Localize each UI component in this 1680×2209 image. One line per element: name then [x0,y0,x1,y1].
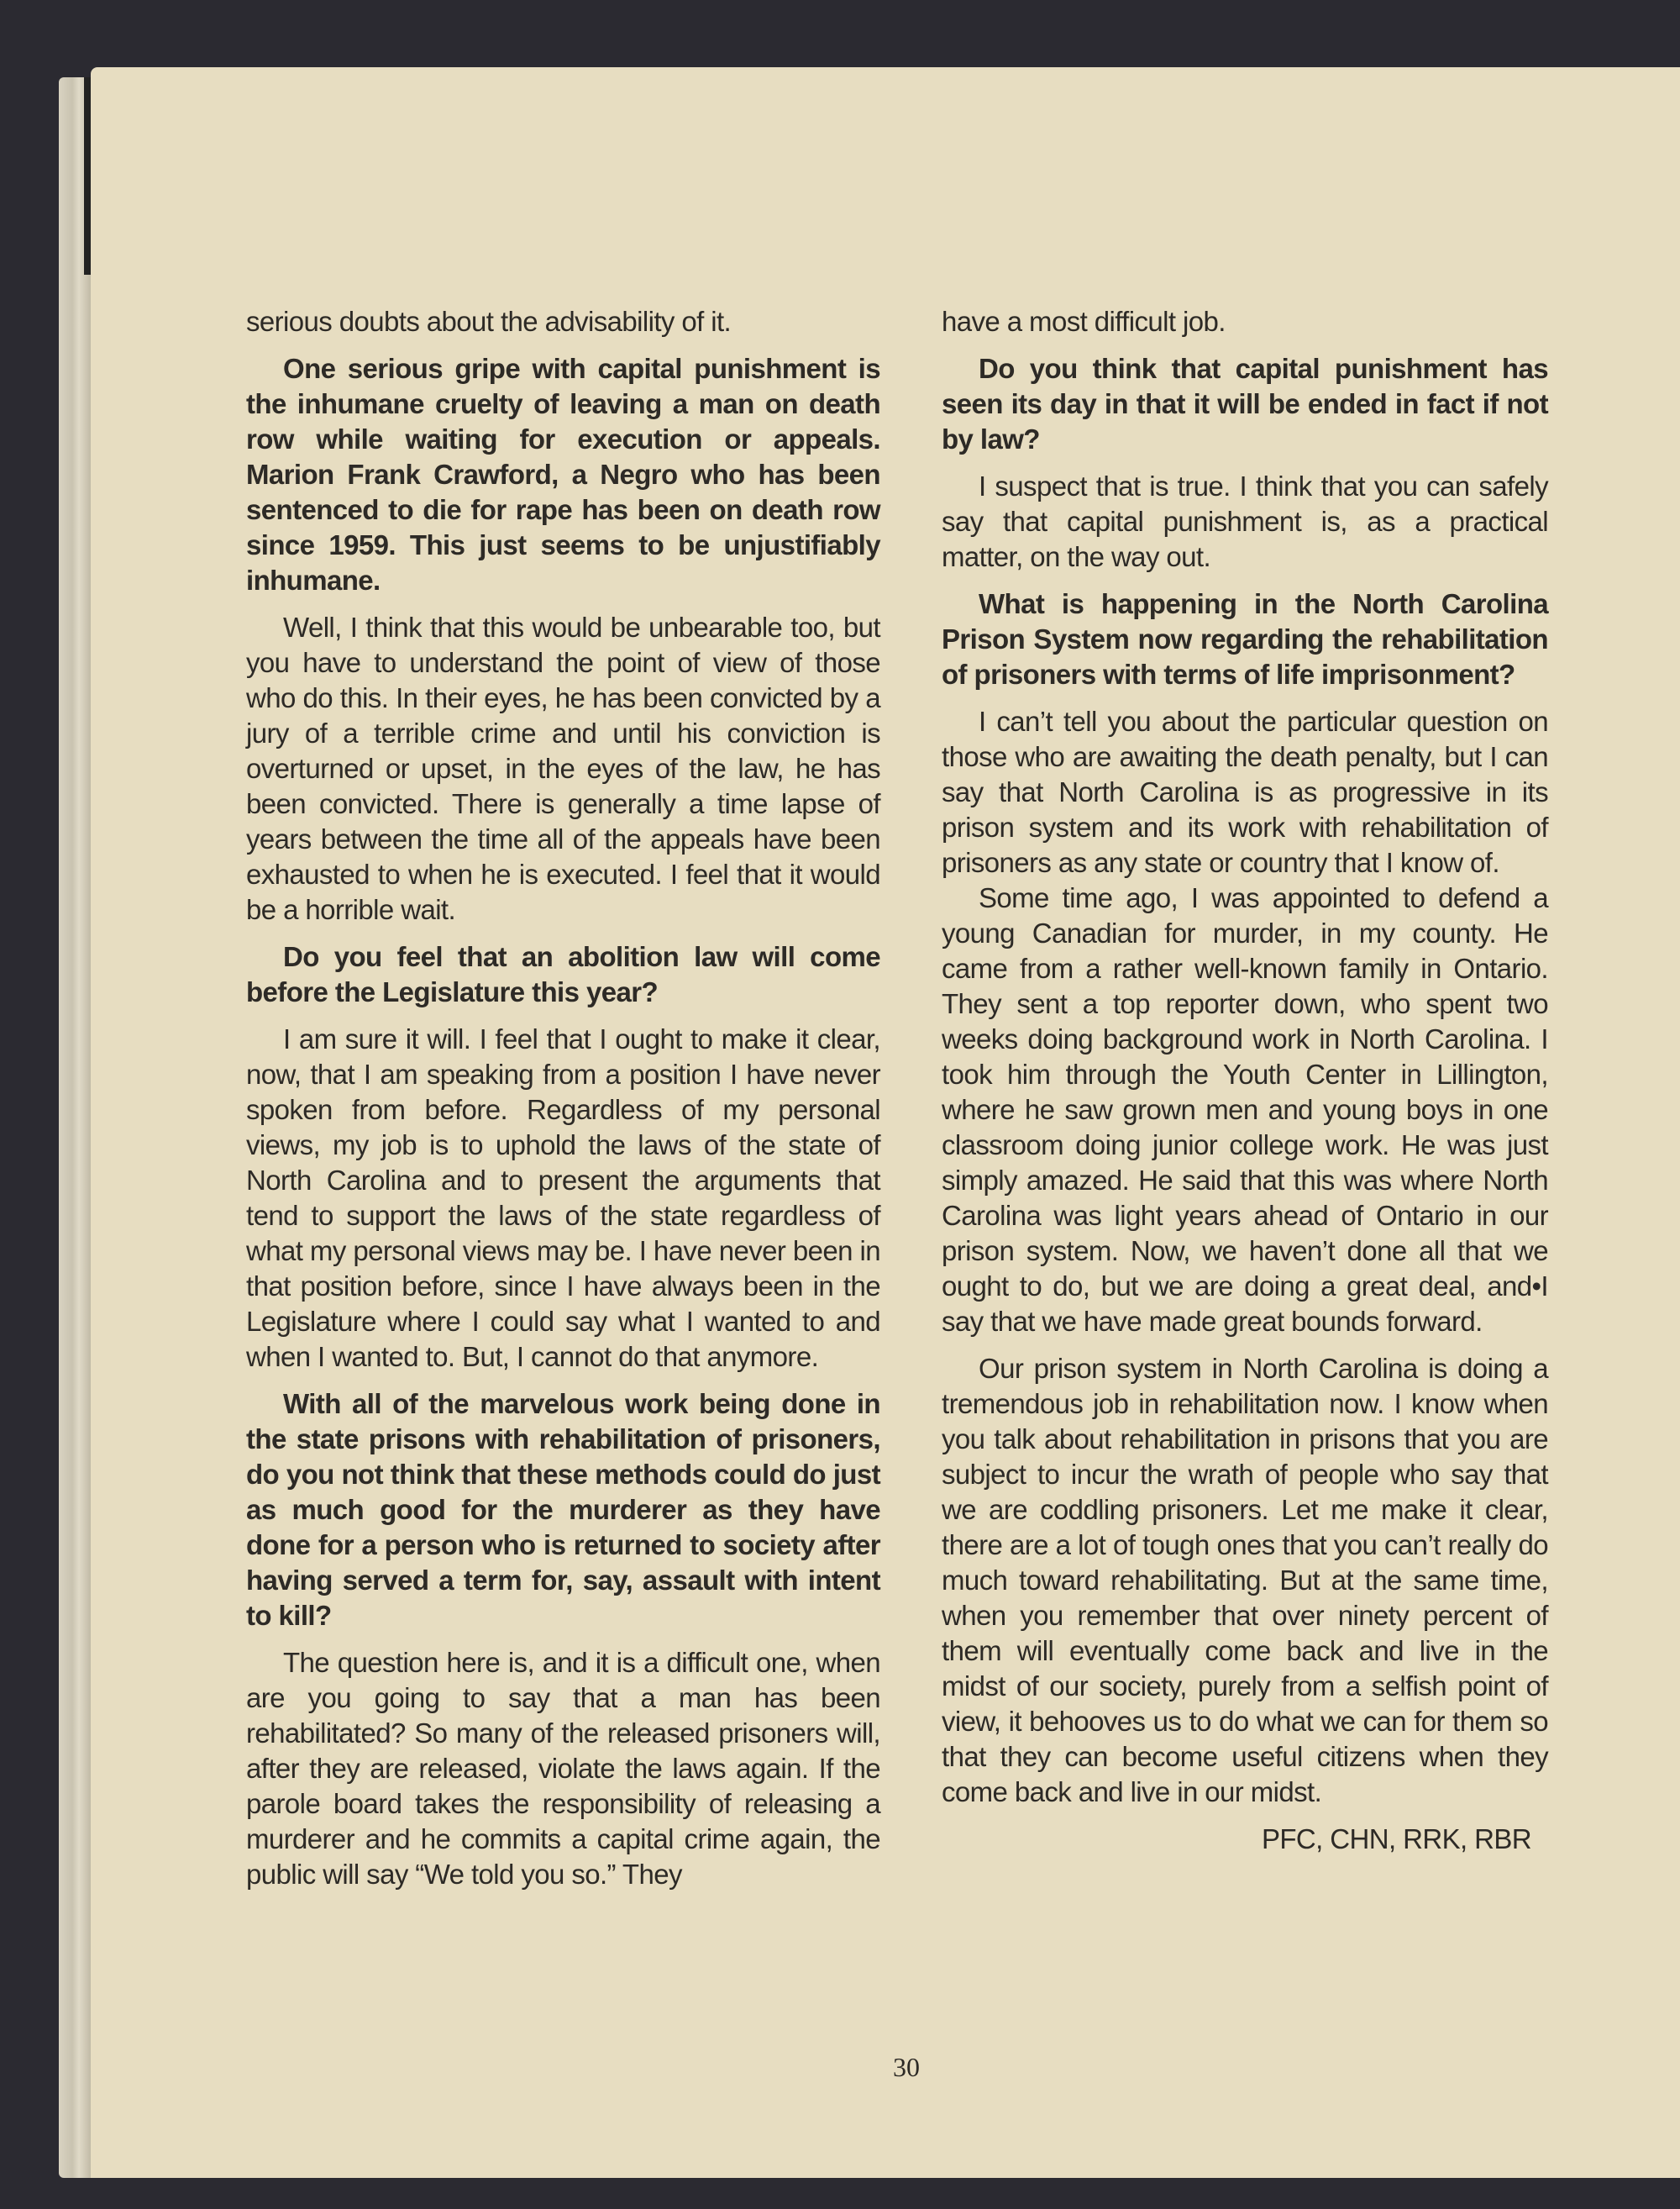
interview-question: With all of the marvelous work being done in the state prisons with rehabilitation of prisoners, do you not think that these methods could do just as much good for the murderer as they have done for a person who is returned to society after having served a term for, say, assault with intent to kill? [246,1388,880,1631]
interview-answer: I suspect that is true. I think that you can safely say that capital punishment is, as a practical matter, on the way out. [942,471,1548,572]
interview-answer: Our prison system in North Carolina is doing a tremendous job in rehabilitation now. I know when you talk about rehabilitation in prisons that you are subject to incur the wrath of people who say that we are coddling prisoners. Let me make it clear, there are a lot of tough ones that you can’t really do much toward rehabilitating. But at the same time, when you remember that over ninety percent of them will eventually come back and live in the midst of our society, purely from a selfish point of view, it behooves us to do what we can for them so that they can become useful citizens when they come back and live in our midst. [942,1353,1548,1807]
interview-answer: Well, I think that this would be unbearable too, but you have to understand the point of view of those who do this. In their eyes, he has been convicted by a jury of a terrible crime and until his conviction is overturned or upset, in the eyes of the law, he has been convicted. There is generally a time lapse of years between the time all of the appeals have been exhausted to when he is executed. I feel that it would be a horrible wait. [246,612,880,925]
interview-question: One serious gripe with capital punishment is the inhumane cruelty of leaving a man on death row while waiting for execution or appeals. Marion Frank Crawford, a Negro who has been sentenced to die for rape has been on death row since 1959. This just seems to be unjustifiably inhumane. [246,353,880,596]
document-page [91,67,1680,2178]
interview-question: Do you feel that an abolition law will come before the Legislature this year? [246,941,880,1007]
author-initials: PFC, CHN, RRK, RBR [1261,1823,1531,1854]
interview-answer: I am sure it will. I feel that I ought to make it clear, now, that I am speaking from a position I have never spoken from before. Regardless of my personal views, my job is to uphold the laws of the state of North Carolina and to present the arguments that tend to support the laws of the state regardless of what my personal views may be. I have never been in that position before, since I have always been in the Legislature where I could say what I wanted to and when I wanted to. But, I cannot do that anymore. [246,1023,880,1372]
right-column [942,304,1548,1869]
interview-answer: Some time ago, I was appointed to defend a young Canadian for murder, in my county. He came from a rather well-known family in Ontario. They sent a top reporter down, who spent two weeks doing background work in North Carolina. I took him through the Youth Center in Lillington, where he saw grown men and young boys in one classroom doing junior college work. He was just simply amazed. He said that this was where North Carolina was light years ahead of Ontario in our prison system. Now, we haven’t done all that we ought to do, but we are doing a great deal, and•I say that we have made great bounds forward. [942,882,1548,1337]
page-stack-edge [59,77,92,2178]
interview-question: What is happening in the North Carolina Prison System now regarding the rehabilitation of prisoners with terms of life imprisonment? [942,588,1548,690]
interview-answer: serious doubts about the advisability of it. [246,306,732,337]
left-column [246,304,880,1904]
book-spine [84,77,91,275]
interview-question: Do you think that capital punishment has seen its day in that it will be ended in fact if not by law? [942,353,1548,455]
interview-answer: have a most difficult job. [942,306,1226,337]
interview-answer: I can’t tell you about the particular question on those who are awaiting the death penalty, but I can say that North Carolina is as progressive in its prison system and its work with rehabilitation of prisoners as any state or country that I know of. [942,706,1548,878]
page-number: 30 [893,2052,920,2082]
interview-answer: The question here is, and it is a difficult one, when are you going to say that a man has been rehabilitated? So many of the released prisoners will, after they are released, violate the laws again. If the parole board takes the responsibility of releasing a murderer and he commits a capital crime again, the public will say “We told you so.” They [246,1647,880,1890]
